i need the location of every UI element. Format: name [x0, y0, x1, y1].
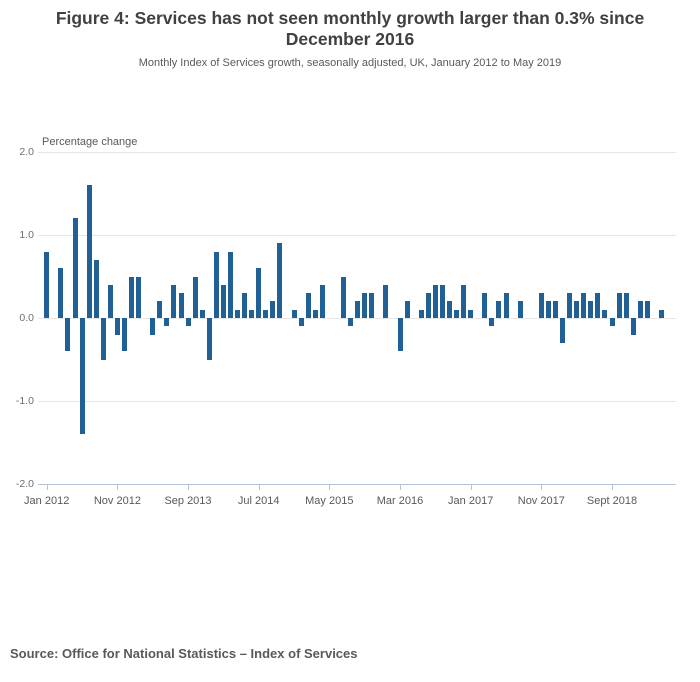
y-tick-label--1.0: -1.0	[15, 395, 34, 407]
x-tick-label-mar-2016: Mar 2016	[376, 495, 424, 507]
y-tick-label-1.0: 1.0	[19, 229, 34, 241]
bar-jun-2014	[249, 310, 254, 318]
bar-apr-2017	[489, 318, 494, 326]
bar-nov-2012	[115, 318, 120, 335]
x-tick-jul-2014	[259, 484, 260, 490]
bar-jan-2017	[468, 310, 473, 318]
y-tick-label-2.0: 2.0	[19, 146, 34, 158]
bar-jul-2012	[87, 185, 92, 318]
bar-feb-2019	[645, 301, 650, 318]
bar-may-2012	[73, 218, 78, 318]
bar-dec-2018	[631, 318, 636, 335]
bar-aug-2012	[94, 260, 99, 318]
bar-jul-2018	[595, 293, 600, 318]
x-tick-mar-2016	[400, 484, 401, 490]
x-tick-sept-2018	[612, 484, 613, 490]
bar-mar-2012	[58, 268, 63, 318]
bar-may-2014	[242, 293, 247, 318]
bar-apr-2013	[150, 318, 155, 335]
bar-jun-2016	[419, 310, 424, 318]
bar-oct-2012	[108, 285, 113, 318]
x-tick-label-nov-2012: Nov 2012	[93, 495, 141, 507]
bar-mar-2014	[228, 252, 233, 318]
bar-may-2017	[496, 301, 501, 318]
bar-nov-2015	[369, 293, 374, 318]
bar-dec-2012	[122, 318, 127, 351]
bar-jul-2016	[426, 293, 431, 318]
bar-feb-2014	[221, 285, 226, 318]
bar-jan-2012	[44, 252, 49, 318]
bar-sep-2015	[355, 301, 360, 318]
bar-mar-2018	[567, 293, 572, 318]
y-axis-title: Percentage change	[42, 136, 138, 148]
bar-feb-2018	[560, 318, 565, 343]
bar-aug-2017	[518, 301, 523, 318]
bar-jul-2014	[256, 268, 261, 318]
x-tick-label-may-2015: May 2015	[305, 495, 354, 507]
bar-aug-2018	[602, 310, 607, 318]
bar-jun-2013	[164, 318, 169, 326]
x-tick-nov-2012	[117, 484, 118, 490]
y-tick-label--2.0: -2.0	[15, 478, 34, 490]
bar-jan-2013	[129, 277, 134, 319]
bar-dec-2013	[207, 318, 212, 360]
bar-nov-2017	[539, 293, 544, 318]
bar-jan-2014	[214, 252, 219, 318]
gridline-y--2.0	[38, 484, 676, 485]
bar-nov-2013	[200, 310, 205, 318]
bar-may-2013	[157, 301, 162, 318]
bar-may-2018	[581, 293, 586, 318]
bar-jan-2015	[299, 318, 304, 326]
bar-feb-2015	[306, 293, 311, 318]
bar-sep-2016	[440, 285, 445, 318]
bar-sep-2013	[186, 318, 191, 326]
bar-apr-2012	[65, 318, 70, 351]
x-tick-label-nov-2017: Nov 2017	[517, 495, 565, 507]
x-tick-label-jan-2017: Jan 2017	[448, 495, 494, 507]
bar-oct-2018	[617, 293, 622, 318]
x-tick-may-2015	[329, 484, 330, 490]
bar-oct-2016	[447, 301, 452, 318]
bar-apr-2018	[574, 301, 579, 318]
bar-apr-2016	[405, 301, 410, 318]
bar-jun-2018	[588, 301, 593, 318]
bar-feb-2013	[136, 277, 141, 319]
bar-aug-2016	[433, 285, 438, 318]
x-tick-jan-2012	[47, 484, 48, 490]
bar-sep-2014	[270, 301, 275, 318]
x-tick-label-sep-2013: Sep 2013	[164, 495, 212, 507]
bar-jul-2013	[171, 285, 176, 318]
bar-dec-2016	[461, 285, 466, 318]
x-tick-label-jul-2014: Jul 2014	[237, 495, 280, 507]
bar-jan-2018	[553, 301, 558, 318]
x-tick-sep-2013	[188, 484, 189, 490]
bar-aug-2013	[179, 293, 184, 318]
x-tick-label-jan-2012: Jan 2012	[24, 495, 70, 507]
bar-jul-2015	[341, 277, 346, 319]
bar-aug-2015	[348, 318, 353, 326]
bar-oct-2014	[277, 243, 282, 318]
y-tick-label-0.0: 0.0	[19, 312, 34, 324]
bar-oct-2015	[362, 293, 367, 318]
bar-jan-2019	[638, 301, 643, 318]
bar-nov-2018	[624, 293, 629, 318]
bar-jun-2012	[80, 318, 85, 434]
bar-apr-2014	[235, 310, 240, 318]
chart-subtitle: Monthly Index of Services growth, seasonally adjusted, UK, January 2012 to May 2019	[138, 57, 562, 69]
bar-mar-2017	[482, 293, 487, 318]
source-text: Source: Office for National Statistics – Index of Services	[10, 646, 358, 661]
bar-sep-2012	[101, 318, 106, 360]
x-tick-label-sept-2018: Sept 2018	[586, 495, 638, 507]
bar-jun-2017	[504, 293, 509, 318]
bar-nov-2016	[454, 310, 459, 318]
bar-jan-2016	[383, 285, 388, 318]
bar-sep-2018	[610, 318, 615, 326]
bar-mar-2016	[398, 318, 403, 351]
x-tick-nov-2017	[541, 484, 542, 490]
bar-oct-2013	[193, 277, 198, 319]
gridline-y-0.0	[38, 318, 676, 319]
bar-aug-2014	[263, 310, 268, 318]
x-tick-jan-2017	[471, 484, 472, 490]
gridline-y-1.0	[38, 235, 676, 236]
bar-dec-2017	[546, 301, 551, 318]
bar-apr-2015	[320, 285, 325, 318]
bar-dec-2014	[292, 310, 297, 318]
gridline-y-2.0	[38, 152, 676, 153]
gridline-y--1.0	[38, 401, 676, 402]
bar-mar-2015	[313, 310, 318, 318]
bar-apr-2019	[659, 310, 664, 318]
chart-title: Figure 4: Services has not seen monthly growth larger than 0.3% since December 2016	[55, 8, 645, 50]
